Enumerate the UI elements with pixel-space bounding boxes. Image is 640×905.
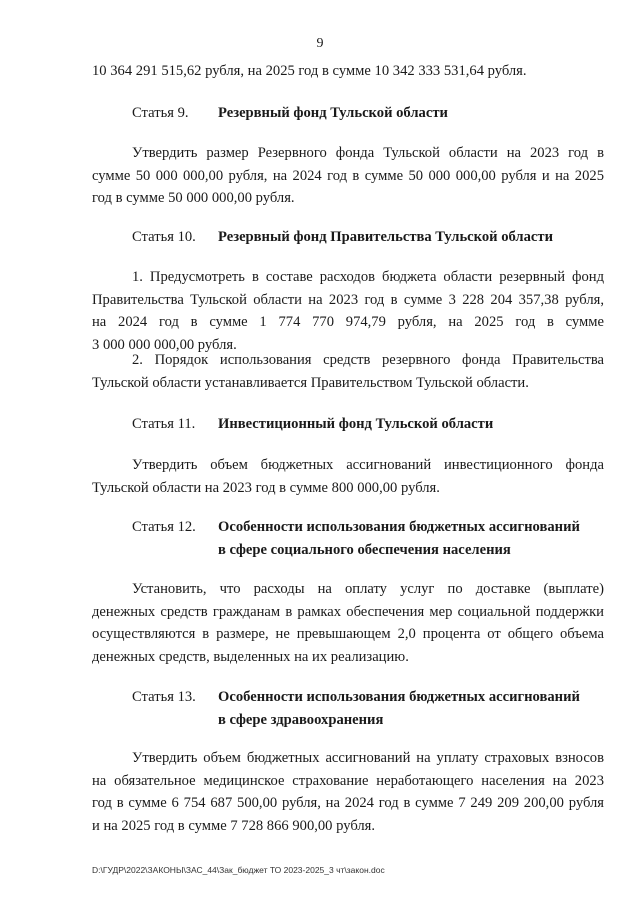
article-11-line: Тульской области на 2023 год в сумме 800 000,00 рубля. [92, 479, 440, 496]
article-12-title-line1: Особенности использования бюджетных ассигнований [218, 519, 580, 535]
article-12-line: Установить, что расходы на оплату услуг по доставке (выплате) [132, 581, 604, 597]
article-13-heading [132, 686, 612, 731]
article-11-title: Инвестиционный фонд Тульской области [218, 416, 494, 432]
article-12-line: денежных средств, выделенных на их реализацию. [92, 648, 409, 665]
article-13-line: на обязательное медицинское страхование неработающего населения на 2023 [92, 772, 604, 789]
article-12-line: осуществляются в размере, не превышающем 2,0 процента от общего объема [92, 626, 604, 643]
article-10-line: 1. Предусмотреть в составе расходов бюджета области резервный фонд [132, 269, 604, 285]
article-9-line: Утвердить размер Резервного фонда Тульской области на 2023 год в [132, 145, 604, 161]
article-10-line: 2. Порядок использования средств резервного фонда Правительства [132, 352, 604, 368]
article-13-title-line1: Особенности использования бюджетных ассигнований [218, 689, 580, 705]
article-9-line: год в сумме 50 000 000,00 рубля. [92, 190, 295, 207]
article-12-title-line2: в сфере социального обеспечения населения [218, 541, 511, 558]
article-9-title: Резервный фонд Тульской области [218, 105, 448, 121]
article-13-number: Статья 13. [132, 689, 196, 705]
article-13-line: год в сумме 6 754 687 500,00 рубля, на 2024 год в сумме 7 249 209 200,00 рубля [92, 795, 604, 812]
article-10-heading [132, 226, 612, 249]
article-9-line: сумме 50 000 000,00 рубля, на 2024 год в сумме 50 000 000,00 рубля и на 2025 [92, 167, 604, 184]
article-13-line: Утвердить объем бюджетных ассигнований на уплату страховых взносов [132, 750, 604, 766]
article-11-line: Утвердить объем бюджетных ассигнований инвестиционного фонда [132, 457, 604, 473]
article-12-number: Статья 12. [132, 519, 196, 535]
article-10-number: Статья 10. [132, 229, 196, 245]
article-13-line: и на 2025 год в сумме 7 728 866 900,00 рубля. [92, 817, 376, 834]
article-10-line: 3 000 000 000,00 рубля. [92, 336, 237, 353]
intro-line: 10 364 291 515,62 рубля, на 2025 год в сумме 10 342 333 531,64 рубля. [92, 63, 527, 79]
article-10-line: на 2024 год в сумме 1 774 770 974,79 рубля, на 2025 год в сумме [92, 314, 604, 331]
article-10-title: Резервный фонд Правительства Тульской области [218, 229, 553, 245]
article-10-line: Тульской области устанавливается Правительством Тульской области. [92, 374, 529, 391]
article-9-heading [132, 102, 612, 125]
page-number: 9 [316, 36, 324, 51]
article-11-heading [132, 413, 612, 436]
article-13-title-line2: в сфере здравоохранения [218, 711, 384, 728]
footer-file-path: D:\ГУДР\2022\ЗАКОНЫ\ЗАС_44\Зак_бюджет ТО 2023-2025_3 чт\закон.doc [92, 865, 385, 875]
article-10-line: Правительства Тульской области на 2023 год в сумме 3 228 204 357,38 рубля, [92, 291, 604, 308]
article-9-number: Статья 9. [132, 105, 189, 121]
article-12-line: денежных средств гражданам в рамках обеспечения мер социальной поддержки [92, 603, 604, 620]
article-11-number: Статья 11. [132, 416, 196, 432]
article-12-heading [132, 516, 612, 561]
